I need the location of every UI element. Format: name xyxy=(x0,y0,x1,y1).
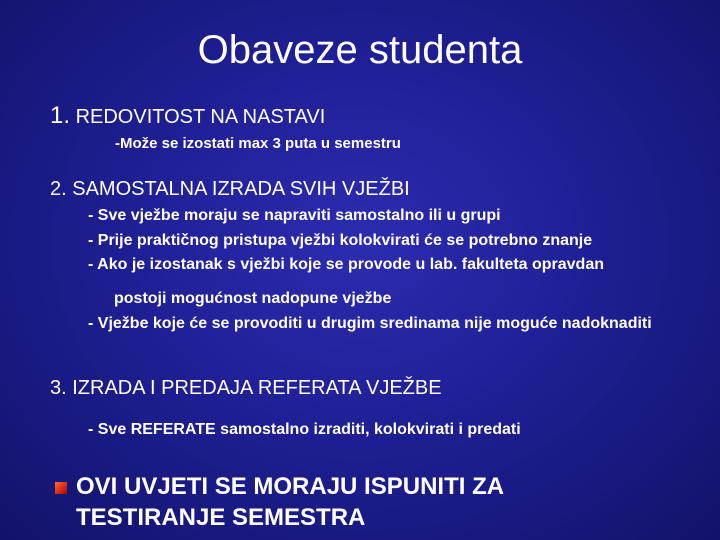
section-2-item-continuation: postoji mogućnost nadopune vježbe xyxy=(114,290,392,307)
section-2-item: - Ako je izostanak s vježbi koje se provode u lab. fakulteta opravdan xyxy=(88,256,604,273)
section-3-item: - Sve REFERATE samostalno izraditi, kolokvirati i predati xyxy=(88,421,521,438)
slide-title: Obaveze studenta xyxy=(197,28,523,72)
section-2-heading: 2. SAMOSTALNA IZRADA SVIH VJEŽBI xyxy=(50,178,410,200)
section-2-item: - Vježbe koje će se provoditi u drugim sredinama nije moguće nadoknaditi xyxy=(88,315,652,332)
section-2-item: - Prije praktičnog pristupa vježbi kolokvirati će se potrebno znanje xyxy=(88,232,593,249)
section-1-item: -Može se izostati max 3 puta u semestru xyxy=(115,135,401,152)
section-1-title: REDOVITOST NA NASTAVI xyxy=(75,106,326,128)
section-3-heading: 3. IZRADA I PREDAJA REFERATA VJEŽBE xyxy=(50,377,442,399)
section-2-item: - Sve vježbe moraju se napraviti samostalno ili u grupi xyxy=(88,207,501,224)
section-1-number: 1. xyxy=(50,102,71,129)
section-1-heading xyxy=(50,104,325,129)
final-statement-line-1: OVI UVJETI SE MORAJU ISPUNITI ZA xyxy=(76,473,505,500)
square-bullet-icon xyxy=(55,482,67,494)
final-statement-line-2: TESTIRANJE SEMESTRA xyxy=(76,504,366,531)
